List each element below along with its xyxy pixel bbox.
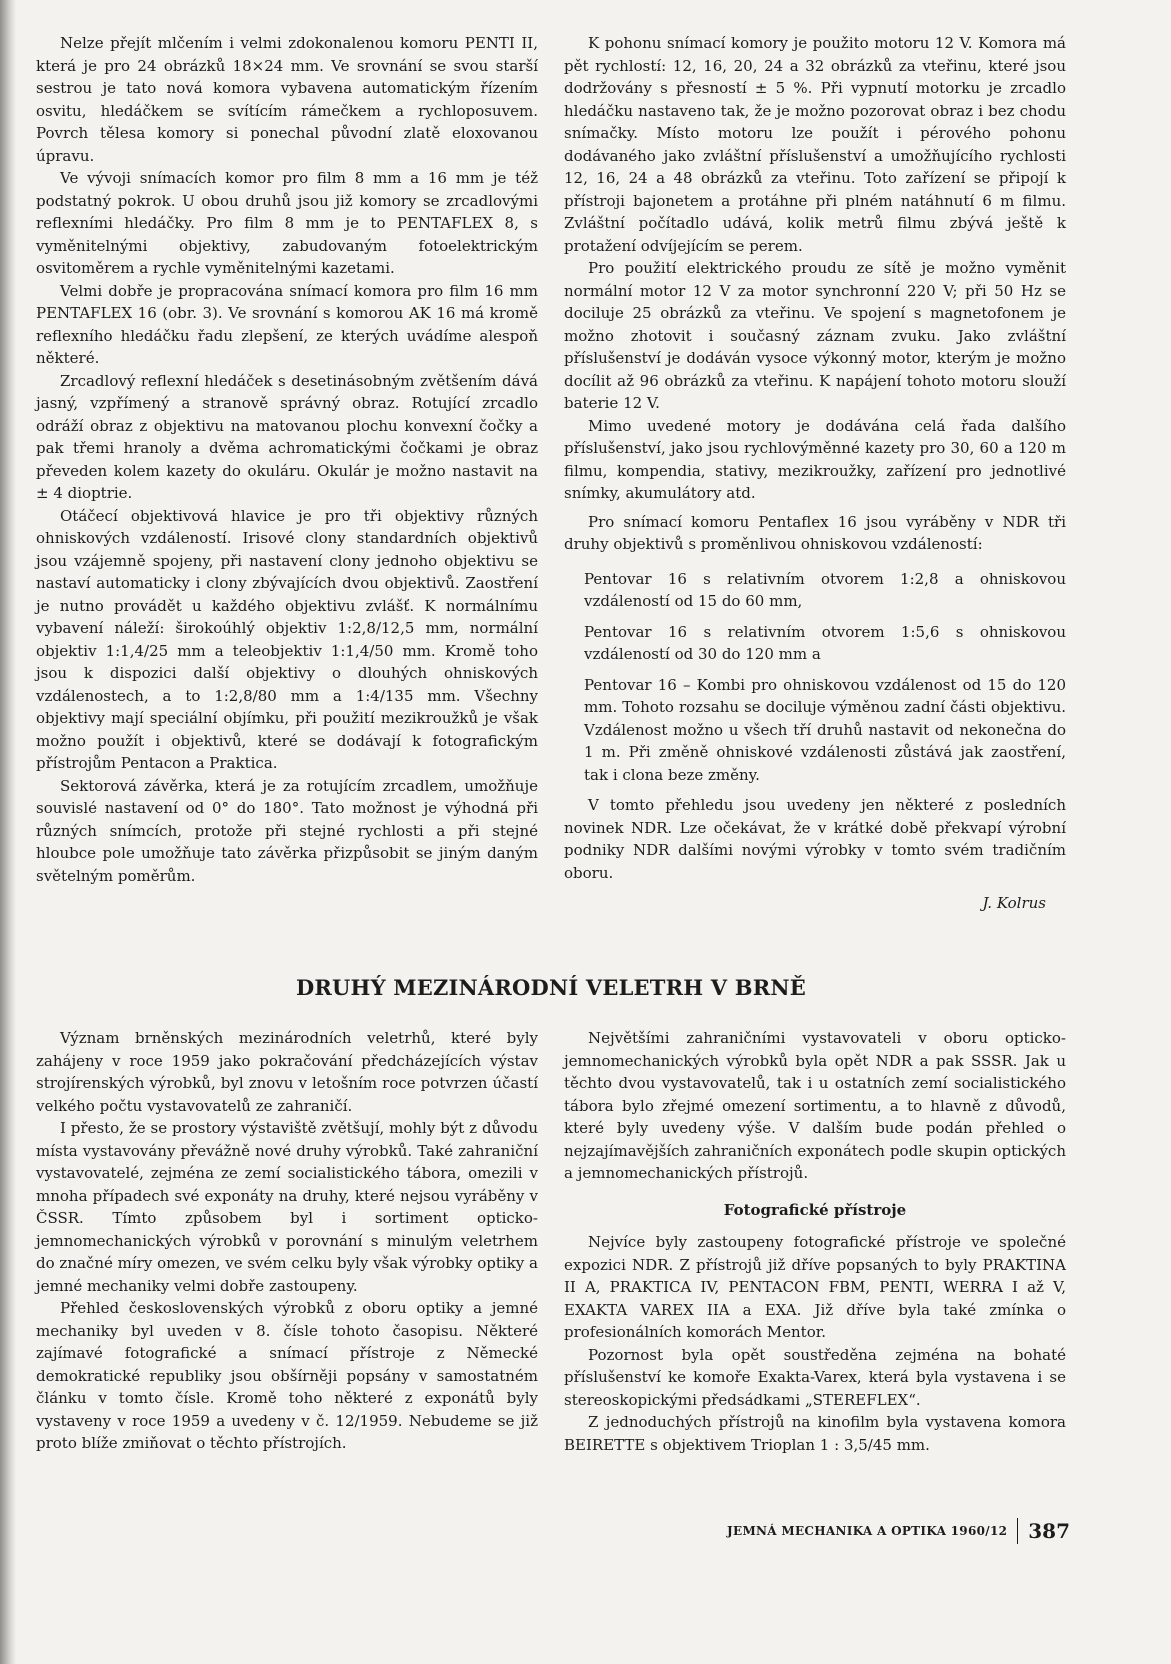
- lens-item: Pentovar 16 s relativním otvorem 1:2,8 a ohniskovou vzdáleností od 15 do 60 mm,: [584, 569, 1066, 610]
- paragraph: Význam brněnských mezinárodních veletrhů, které byly zahájeny v roce 1959 jako pokračování předcházejících výstav strojírenských výrobků, byl znovu v letošním roce potvrzen účastí velkého počtu vystavovatelů ze zahraničí.: [36, 1029, 538, 1115]
- paragraph: Otáčecí objektivová hlavice je pro tři objektivy různých ohniskových vzdáleností. Irisové clony standardních objektivů jsou vzájemně spojeny, při nastavení clony jednoho objektivu se nastaví automaticky i clony zbývajících dvou objektivů. Zaostření je nutno provádět u každého objektivu zvlášť. K normálnímu vybavení náleží: širokoúhlý objektiv 1:2,8/12,5 mm, normální objektiv 1:1,4/25 mm a teleobjektiv 1:1,4/50 mm. Kromě toho jsou k dispozici další objektivy o dlouhých ohniskových vzdálenostech, a to 1:2,8/80 mm a 1:4/135 mm. Všechny objektivy mají speciální objímku, při použití mezikroužků je však možno použít i objektivů, které se dodávají k fotografickým přístrojům Pentacon a Praktica.: [36, 506, 538, 772]
- paragraph: Nelze přejít mlčením i velmi zdokonalenou komoru PENTI II, která je pro 24 obrázků 18×24 mm. Ve srovnání se svou starší sestrou je tato nová komora vybavena automatickým řízením osvitu, hledáčkem se svítícím rámečkem a rychloposuvem. Povrch tělesa komory si ponechal původní zlatě eloxovanou úpravu.: [36, 34, 538, 165]
- paragraph: Největšími zahraničními vystavovateli v oboru opticko-jemnomechanických výrobků byla opět NDR a pak SSSR. Jak u těchto dvou vystavovatelů, tak i u ostatních zemí socialistického tábora bylo zřejmé omezení sortimentu, a to hlavně z důvodů, které byly uvedeny výše. V dalším bude podán přehled o nejzajímavějších zahraničních exponátech podle skupin optických a jemnomechanických přístrojů.: [564, 1029, 1066, 1182]
- section-subheading: Fotografické přístroje: [723, 1200, 907, 1219]
- paragraph: V tomto přehledu jsou uvedeny jen některé z posledních novinek NDR. Lze očekávat, že v krátké době překvapí výrobní podniky NDR dalšími novými výrobky v tomto svém tradičním oboru.: [564, 796, 1066, 882]
- paragraph: Z jednoduchých přístrojů na kinofilm byla vystavena komora BEIRETTE s objektivem Trioplan 1 : 3,5/45 mm.: [564, 1413, 1066, 1454]
- paragraph: Mimo uvedené motory je dodávána celá řada dalšího příslušenství, jako jsou rychlovýměnné kazety pro 30, 60 a 120 m filmu, kompendia, stativy, mezikroužky, zařízení pro jednotlivé snímky, akumulátory atd.: [564, 416, 1066, 502]
- bottom-left-column: [36, 1027, 538, 1456]
- paragraph: Přehled československých výrobků z oboru optiky a jemné mechaniky byl uveden v 8. čísle tohoto časopisu. Některé zajímavé fotografické a snímací přístroje z Německé demokratické republiky jsou obšírněji popsány v samostatném článku v tomto čísle. Kromě toho některé z exponátů byly vystaveny v roce 1959 a uvedeny v č. 12/1959. Nebudeme se již proto blíže zmiňovat o těchto přístrojích.: [36, 1299, 538, 1452]
- paragraph: Ve vývoji snímacích komor pro film 8 mm a 16 mm je též podstatný pokrok. U obou druhů jsou již komory se zrcadlovými reflexními hledáčky. Pro film 8 mm je to PENTAFLEX 8, s vyměnitelnými objektivy, zabudovaným fotoelektrickým osvitoměrem a rychle vyměnitelnými kazetami.: [36, 169, 538, 277]
- journal-name: JEMNÁ MECHANIKA A OPTIKA 1960/12: [727, 1524, 1008, 1538]
- paragraph: Velmi dobře je propracována snímací komora pro film 16 mm PENTAFLEX 16 (obr. 3). Ve srovnání s komorou AK 16 má kromě reflexního hledáčku řadu zlepšení, ze kterých uvádíme alespoň některé.: [36, 281, 538, 367]
- paragraph: I přesto, že se prostory výstaviště zvětšují, mohly být z důvodu místa vystavovány převážně nové druhy výrobků. Také zahraniční vystavovatelé, zejména ze zemí socialistického tábora, omezili v mnoha případech své exponáty na druhy, které nejsou vyráběny v ČSSR. Tímto způsobem byl i sortiment opticko-jemnomechanických výrobků v porovnání s minulým veletrhem do značné míry omezen, ve svém celku byly však výrobky optiky a jemné mechaniky velmi dobře zastoupeny.: [36, 1119, 538, 1295]
- bottom-right-column: [564, 1027, 1066, 1456]
- paragraph: Zrcadlový reflexní hledáček s desetinásobným zvětšením dává jasný, vzpřímený a stranově správný obraz. Rotující zrcadlo odráží obraz z objektivu na matovanou plochu konvexní čočky a pak třemi hranoly a dvěma achromatickými čočkami je obraz převeden kolem kazety do okuláru. Okulár je možno nastavit na ± 4 dioptrie.: [36, 371, 538, 502]
- paragraph: Pro snímací komoru Pentaflex 16 jsou vyráběny v NDR tři druhy objektivů s proměnlivou ohniskovou vzdáleností:: [564, 512, 1066, 553]
- footer-divider: [1017, 1518, 1018, 1544]
- paragraph: Pro použití elektrického proudu ze sítě je možno vyměnit normální motor 12 V za motor synchronní 220 V; při 50 Hz se dociluje 25 obrázků za vteřinu. Ve spojení s magnetofonem je možno zhotovit i současný záznam zvuku. Jako zvláštní příslušenství je dodáván vysoce výkonný motor, kterým je možno docílit až 96 obrázků za vteřinu. K napájení tohoto motoru slouží baterie 12 V.: [564, 259, 1066, 412]
- lens-item: Pentovar 16 s relativním otvorem 1:5,6 s ohniskovou vzdáleností od 30 do 120 mm a: [584, 622, 1066, 663]
- top-left-column: [36, 32, 538, 915]
- paragraph: K pohonu snímací komory je použito motoru 12 V. Komora má pět rychlostí: 12, 16, 20, 24 a 32 obrázků za vteřinu, které jsou dodržovány s přesností ± 5 %. Při vypnutí motorku je zrcadlo hledáčku nastaveno tak, že je možno pozorovat obraz i bez chodu snímačky. Místo motoru lze použít i pérového pohonu dodávaného jako zvláštní příslušenství a umožňujícího rychlosti 12, 16, 24 a 48 obrázků za vteřinu. Toto zařízení se připojí k přístroji bajonetem a protáhne při plném natáhnutí 6 m filmu. Zvláštní počítadlo udává, kolik metrů filmu zbývá ještě k protažení odvíjejícím se perem.: [564, 34, 1066, 255]
- paragraph: Pozornost byla opět soustředěna zejména na bohaté příslušenství ke komoře Exakta-Varex, která byla vystavena i se stereoskopickými předsádkami „STEREFLEX“.: [564, 1345, 1066, 1409]
- author-signature: J. Kolrus: [982, 894, 1046, 912]
- top-article-columns: [36, 32, 1066, 915]
- lens-item: Pentovar 16 – Kombi pro ohniskovou vzdálenost od 15 do 120 mm. Tohoto rozsahu se dociluje výměnou zadní části objektivu. Vzdálenost možno u všech tří druhů nastavit od nekonečna do 1 m. Při změně ohniskové vzdálenosti zůstává jak zaostření, tak i clona beze změny.: [584, 675, 1066, 784]
- article-headline: DRUHÝ MEZINÁRODNÍ VELETRH V BRNĚ: [295, 975, 806, 1000]
- page-number: 387: [1028, 1519, 1070, 1543]
- bottom-article-columns: [36, 1027, 1066, 1456]
- page-edge-shadow: [0, 0, 16, 1664]
- page-footer: [690, 1518, 1070, 1544]
- paragraph: Nejvíce byly zastoupeny fotografické přístroje ve společné expozici NDR. Z přístrojů již dříve popsaných to byly PRAKTINA II A, PRAKTICA IV, PENTACON FBM, PENTI, WERRA I až V, EXAKTA VAREX IIA a EXA. Již dříve byla také zmínka o profesionálních komorách Mentor.: [564, 1233, 1066, 1341]
- top-right-column: [564, 32, 1066, 915]
- paragraph: Sektorová závěrka, která je za rotujícím zrcadlem, umožňuje souvislé nastavení od 0° do 180°. Tato možnost je výhodná při různých snímcích, protože při stejné rychlosti a při stejné hloubce pole umožňuje tato závěrka přizpůsobit se jiným daným světelným poměrům.: [36, 776, 538, 885]
